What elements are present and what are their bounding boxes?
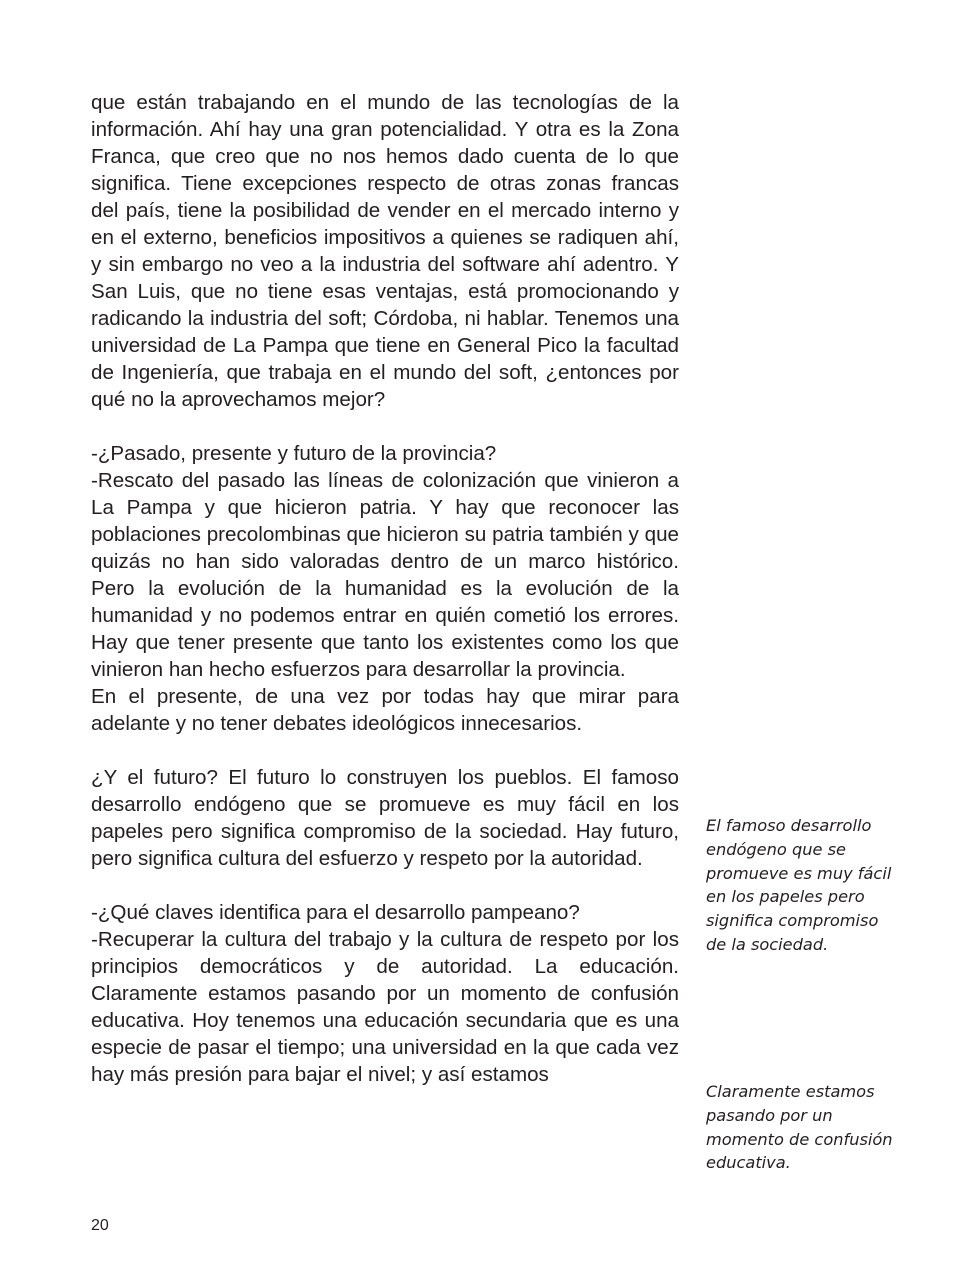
page-number: 20 (91, 1217, 109, 1234)
pull-quote-education: Claramente estamos pasando por un momento de confusión educativa. (706, 1082, 893, 1173)
paragraph-spacer (91, 737, 679, 764)
article-body (91, 89, 679, 1088)
paragraph-spacer (91, 872, 679, 899)
question-keys-development: -¿Qué claves identifica para el desarrollo pampeano? (91, 901, 580, 924)
answer-future: ¿Y el futuro? El futuro lo construyen los pueblos. El famoso desarrollo endógeno que se promueve es muy fácil en los papeles pero significa compromiso de la sociedad. Hay futuro, pero significa cultura del esfuerzo y respeto por la autoridad. (91, 766, 679, 870)
paragraph-spacer (91, 413, 679, 440)
question-past-present-future: -¿Pasado, presente y futuro de la provincia? (91, 442, 497, 465)
answer-present: En el presente, de una vez por todas hay que mirar para adelante y no tener debates ideológicos innecesarios. (91, 685, 679, 735)
pull-quote-development: El famoso desarrollo endógeno que se promueve es muy fácil en los papeles pero significa compromiso de la sociedad. (706, 816, 892, 954)
paragraph-technology: que están trabajando en el mundo de las tecnologías de la información. Ahí hay una gran potencialidad. Y otra es la Zona Franca, que creo que no nos hemos dado cuenta de lo que significa. Tiene excepciones respecto de otras zonas francas del país, tiene la posibilidad de vender en el mercado interno y en el externo, beneficios impositivos a quienes se radiquen ahí, y sin embargo no veo a la industria del software ahí adentro. Y San Luis, que no tiene esas ventajas, está promocionando y radicando la industria del soft; Córdoba, ni hablar. Tenemos una universidad de La Pampa que tiene en General Pico la facultad de Ingeniería, que trabaja en el mundo del soft, ¿entonces por qué no la aprovechamos mejor? (91, 91, 679, 411)
answer-past: -Rescato del pasado las líneas de colonización que vinieron a La Pampa y que hicieron patria. Y hay que reconocer las poblaciones precolombinas que hicieron su patria también y que quizás no han sido valoradas dentro de un marco histórico. Pero la evolución de la humanidad es la evolución de la humanidad y no podemos entrar en quién cometió los errores. Hay que tener presente que tanto los existentes como los que vinieron han hecho esfuerzos para desarrollar la provincia. (91, 469, 679, 681)
answer-keys-development: -Recuperar la cultura del trabajo y la cultura de respeto por los principios democráticos y de autoridad. La educación. Claramente estamos pasando por un momento de confusión educativa. Hoy tenemos una educación secundaria que es una especie de pasar el tiempo; una universidad en la que cada vez hay más presión para bajar el nivel; y así estamos (91, 928, 679, 1086)
